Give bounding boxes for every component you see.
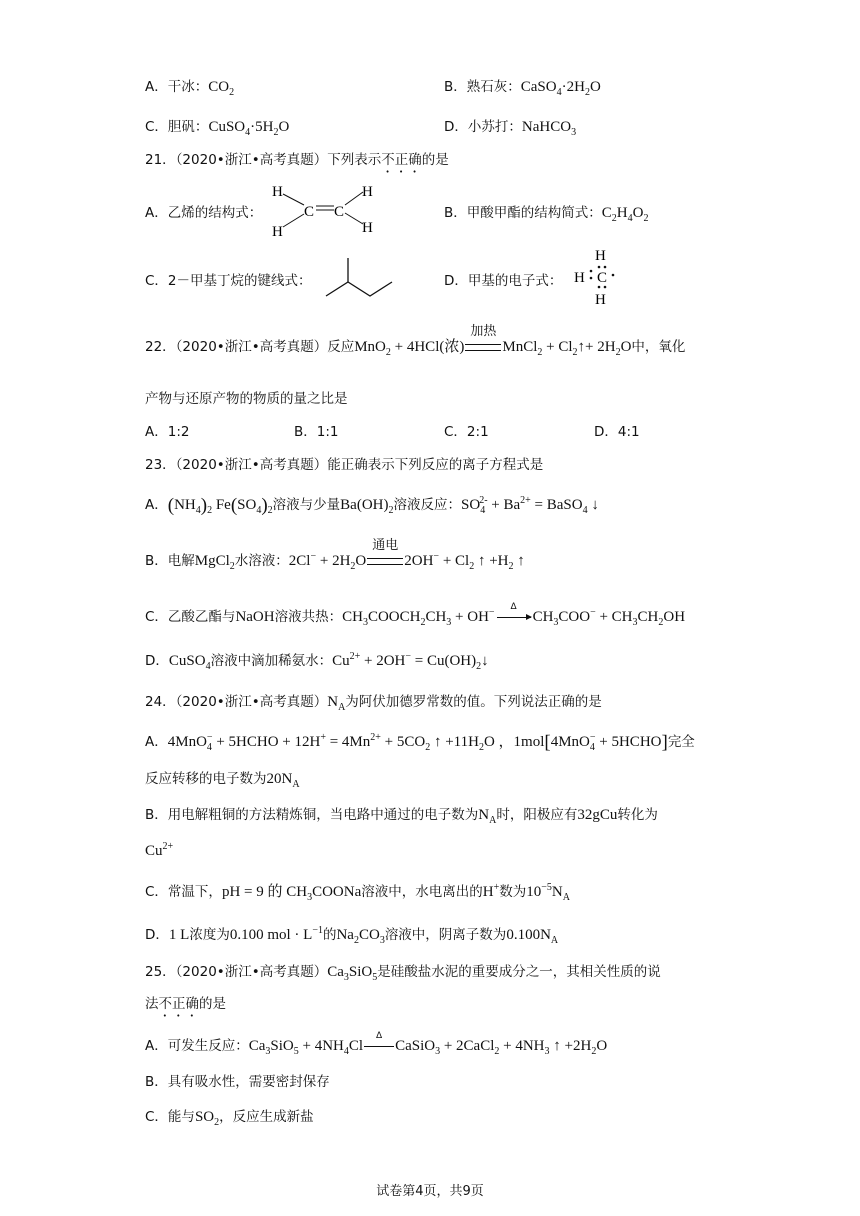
q23-option-a: A．$(NH_4)_2$ $Fe(SO_4)_2$溶液与少量$Ba(OH)_2$溶液反应：$SO_4^{2-} + Ba^{2+}$ = BaSO$_4$ ↓ (145, 495, 599, 516)
q23-option-c: C．乙酸乙酯与NaOH溶液共热：$CH_3COOCH_2CH_3 + OH^-$ Δ $CH_3COO^- + CH_3CH_2OH$ (145, 602, 686, 628)
q23-option-d: D．CuSO$_4$溶液中滴加稀氨水：$Cu^{2+} + 2OH^-$ = $Cu(OH)_2↓$ (145, 651, 489, 672)
svg-text:H: H (574, 270, 585, 286)
svg-text:H: H (362, 220, 373, 236)
q22-option-a: A．1:2 (145, 424, 190, 440)
q22-stem: 22．（2020•浙江•高考真题）反应MnO$_2$ + 4HCl(浓) 加热 MnCl$_2$ + $Cl_2↑+ 2H_2O$中，氧化 (145, 324, 686, 358)
svg-text:H: H (595, 292, 606, 308)
q24-option-d: D．1 L浓度为0.100 mol · $L^{-1}$的$Na_2CO_3$溶液中，阴离子数为$0.100N_A$ (145, 925, 559, 946)
q25-option-b: B．具有吸水性，需要密封保存 (145, 1074, 330, 1090)
q23-stem: 23．（2020•浙江•高考真题）能正确表示下列反应的离子方程式是 (145, 457, 544, 473)
q24-option-b-line2: $Cu^{2+}$ (145, 841, 174, 859)
q22-option-c: C．2:1 (444, 424, 489, 440)
svg-text:H: H (272, 184, 283, 200)
q21-option-a: A．乙烯的结构式： (145, 205, 263, 221)
formula: $CO_2$ (208, 79, 235, 98)
formula: $C_2H_4O_2$ (601, 205, 649, 224)
q24-option-b: B．用电解粗铜的方法精炼铜，当电路中通过的电子数为$N_A$时，阳极应有32gCu转化为 (145, 807, 658, 826)
q24-option-c: C．常温下，pH = 9 的 $CH_3COONa$溶液中，水电离出的H+数为$10^{-5}N_A$ (145, 882, 570, 903)
svg-text:H: H (272, 224, 283, 240)
q25-stem: 25．（2020•浙江•高考真题）$Ca_3SiO_5$是硅酸盐水泥的重要成分之一，其相关性质的说 (145, 964, 661, 983)
equation: MnO$_2$ + 4HCl(浓) 加热 MnCl$_2$ + $Cl_2↑+ 2H_2O$ (354, 324, 632, 358)
q22-option-b: B．1:1 (294, 424, 339, 440)
q20-option-c: C．胆矾：$CuSO_4\cdot 5H_2O$ (145, 119, 290, 138)
q20-option-d: D．小苏打：NaHCO$_3$ (444, 119, 577, 138)
methyl-electron-formula (572, 246, 620, 310)
q24-option-a: A．4MnO$_4$− + 5HCHO + $12H^+ = 4Mn^{2+} + 5CO_2$ ↑ $+11H_2O$ ，1mol[4MnO$_4$− + 5HCHO]完全 (145, 732, 695, 753)
svg-text:C: C (597, 270, 608, 286)
formula: NaHCO$_3$ (521, 119, 577, 138)
formula: $CuSO_4\cdot 5H_2O$ (208, 119, 290, 138)
q22-option-d: D．4:1 (594, 424, 640, 440)
q21-option-d: D．甲基的电子式： (444, 273, 563, 289)
q20-option-a: A．干冰：$CO_2$ (145, 79, 235, 98)
q20-option-b: B．熟石灰：$CaSO_4\cdot 2H_2O$ (444, 79, 601, 98)
q21-option-b: B．甲酸甲酯的结构简式：$C_2H_4O_2$ (444, 205, 649, 224)
q25-stem-line2: 法不正确的是 (145, 996, 226, 1012)
svg-text:C: C (304, 204, 315, 220)
q23-option-b: B．电解MgCl$_2$水溶液：$2Cl^- + 2H_2O$ 通电 $2OH^- + Cl_2$ ↑ $+H_2$ ↑ (145, 538, 525, 572)
skeletal-formula (322, 254, 396, 302)
q25-option-a: A．可发生反应：$Ca_3SiO_5 + 4NH_4Cl$ Δ CaSiO$_3$ + 2CaCl$_2$ + $4NH_3$ ↑ $+2H_2O$ (145, 1031, 608, 1057)
q21-option-c: C．2－甲基丁烷的键线式： (145, 273, 312, 289)
page-footer: 试卷第4页，共9页 (376, 1184, 484, 1199)
q22-stem-line2: 产物与还原产物的物质的量之比是 (145, 391, 348, 407)
ethylene-structure (268, 178, 380, 242)
q24-option-a-line2: 反应转移的电子数为$20N_A$ (145, 771, 300, 790)
q25-option-c: C．能与$SO_2$，反应生成新盐 (145, 1109, 314, 1128)
svg-text:C: C (334, 204, 345, 220)
svg-text:H: H (595, 248, 606, 264)
q21-stem: 21．（2020•浙江•高考真题）下列表示不正确的是 (145, 152, 449, 168)
svg-text:H: H (362, 184, 373, 200)
q24-stem: 24．（2020•浙江•高考真题）$N_A$为阿伏加德罗常数的值。下列说法正确的是 (145, 694, 602, 713)
formula: $CaSO_4\cdot 2H_2O$ (520, 79, 601, 98)
